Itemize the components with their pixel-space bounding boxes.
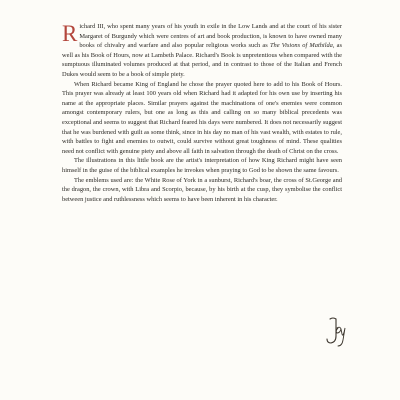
intro-text-end: , as well as his Book of Hours, now at Lambeth Palace. Richard's Book is unpretentious when compared with the sumptuous illuminated volumes produced at that period, and in contrast to those of the Italian and French Dukes would seem to be a book of simple piety. <box>62 42 342 78</box>
paragraph-prayer: When Richard became King of England he chose the prayer quoted here to add to his Book of Hours. This prayer was already at least 100 years old when Richard had it adapted for his own use by inserting his name at the appropriate places. Similar prayers against the machinations of one's enemies were common amongst contemporary rulers, but one as long as this and calling on so many biblical precedents was exceptional and seems to suggest that Richard feared his days were numbered. It does not necessarily suggest that he was burdened with guilt as some think, since in his day no man of his vast wealth, with estates to rule, with battles to fight and enemies to outwit, could survive without great toughness of mind. These qualities need not conflict with genuine piety and above all faith in salvation through the death of Christ on the cross. <box>62 80 342 155</box>
intro-text: ichard III, who spent many years of his youth in exile in the Low Lands and at the court of his sister Margaret of Burgundy which were centres of art and book production, is known to have owned many books of chivalry and warfare and also popular religious works such as <box>79 23 342 50</box>
paragraph-emblems: The emblems used are: the White Rose of York in a sunburst, Richard's boar, the cross of St.George and the dragon, the crown, with Libra and Scorpio, because, by his birth at the cusp, they symbolise the conflict between justice and ruthlessness which seems to have been inherent in his character. <box>62 176 342 203</box>
paragraph-illustrations: The illustrations in this little book are the artist's interpretation of how King Richard might have seen himself in the guise of the biblical examples he invokes when praying to God to be shown the same favours. <box>62 157 342 174</box>
artist-signature <box>324 316 346 348</box>
book-title: The Visions of Mathilda <box>269 42 333 50</box>
paragraph-intro <box>62 22 342 80</box>
body-text <box>62 22 342 204</box>
drop-cap: R <box>62 21 78 46</box>
